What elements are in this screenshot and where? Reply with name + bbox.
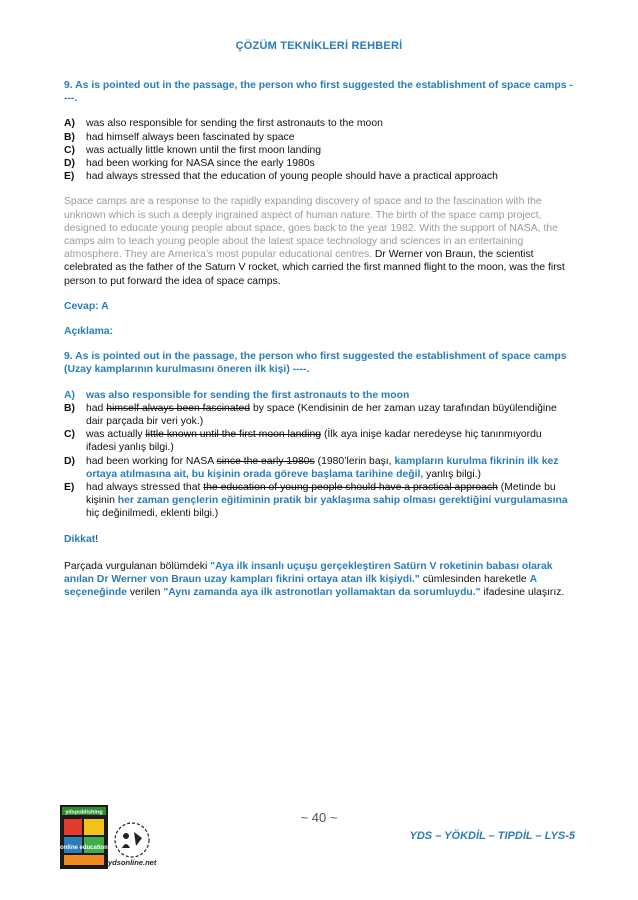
explanation-question-title: 9. As is pointed out in the passage, the person who first suggested the establishment of space camps (Uzay kamplarının kurulmasını öneren ilk kişi) ----.: [64, 351, 567, 376]
logo-subtext: online education: [60, 845, 108, 851]
question-title: 9. As is pointed out in the passage, the person who first suggested the establishment of space camps ----.: [64, 80, 573, 105]
exam-series: YDS – YÖKDİL – TIPDİL – LYS-5: [409, 830, 575, 842]
option-text: had always stressed that the education of young people should have a practical approach: [86, 171, 498, 183]
option-letter: B): [64, 402, 75, 414]
option-letter: B): [64, 131, 75, 143]
text-segment: Parçada vurgulanan bölümdeki: [64, 560, 211, 572]
closing-paragraph: [64, 560, 574, 600]
passage-text: Space camps are a response to the rapidly expanding discovery of space and to the fascination with the unknown which is such a deeply ingrained aspect of human nature. The birth of the space camp project, designed to educate young people about space, goes back to the year 1982. With the support of NASA, the camps aim to teach young people about the latest space technology and sciences in an entertaining atmosphere. They are America’s most popular educational centres.: [64, 196, 558, 261]
dikkat-mark: !: [95, 533, 99, 545]
option-text: was actually little known until the first moon landing: [86, 144, 322, 156]
text-segment: (İlk aya inişe kadar neredeyse hiç tanınmıyordu ifadesi yanlış bilgi.): [86, 429, 542, 454]
text-segment: (Metinde bu kişinin: [86, 482, 556, 507]
explanation-option-c: [64, 428, 574, 454]
explanation-option-b: [64, 402, 574, 428]
text-segment: cümlesinden hareketle: [419, 574, 530, 586]
text-segment: ifadesine ulaşırız.: [480, 587, 565, 599]
strikethrough-text: himself always been fascinated: [106, 402, 251, 414]
strikethrough-text: the education of young people should have a practical approach: [203, 482, 498, 494]
question-options: [64, 117, 574, 183]
option-text: was also responsible for sending the first astronauts to the moon: [86, 389, 410, 401]
answer-label: Cevap: A: [64, 300, 109, 312]
text-segment: had been working for NASA: [86, 455, 217, 467]
option-a: [64, 117, 574, 130]
logo-text: ydspublishing: [65, 809, 103, 816]
option-b: [64, 131, 574, 144]
text-segment: was actually: [86, 429, 146, 441]
strikethrough-text: little known until the first moon landing: [145, 429, 322, 441]
explanation-option-a: [64, 389, 574, 402]
option-letter: D): [64, 455, 75, 467]
quoted-sentence: "Aya ilk insanlı uçuşu gerçekleştiren Satürn V roketinin babası olarak anılan Dr Werner von Braun uzay kampları fikrini ortaya atan ilk kişiydi.": [64, 560, 553, 586]
content-area: [64, 79, 574, 600]
option-text: [86, 428, 574, 454]
option-letter: C): [64, 144, 75, 156]
quoted-option: "Aynı zamanda aya ilk astronotları yollamaktan da sorumluydu.": [163, 587, 481, 599]
text-segment: verilen: [126, 587, 164, 599]
explanation-option-e: [64, 481, 574, 521]
option-text: [86, 402, 574, 428]
page-header-title: ÇÖZÜM TEKNİKLERİ REHBERİ: [235, 40, 403, 52]
highlighted-text: her zaman gençlerin eğitiminin pratik bir yaklaşıma sahip olması gerektiğini vurgulamasına: [117, 495, 568, 507]
option-letter: E): [64, 171, 75, 183]
explanation-label: Açıklama:: [64, 326, 114, 338]
option-e: [64, 170, 574, 183]
page-number: ~ 40 ~: [300, 810, 338, 825]
option-letter: D): [64, 158, 75, 170]
strikethrough-text: since the early 1980s: [216, 455, 315, 467]
option-letter: C): [64, 429, 75, 441]
text-segment: yanlış bilgi.): [423, 468, 481, 480]
dikkat-word: Dikkat: [64, 533, 96, 545]
text-segment: had: [86, 402, 107, 414]
dikkat-note: [64, 533, 574, 546]
text-segment: had always stressed that: [86, 482, 204, 494]
option-c: [64, 144, 574, 157]
site-caption: ydsonline.net: [108, 858, 157, 867]
option-reference: A seçeneğinde: [64, 574, 537, 599]
option-letter: A): [64, 389, 75, 401]
passage-key-sentence: Dr Werner von Braun, the scientist celebrated as the father of the Saturn V rocket, which carried the first manned flight to the moon, was the first person to put forward the idea of space camps.: [64, 249, 565, 287]
option-text: [86, 455, 574, 481]
option-text: had himself always been fascinated by space: [86, 131, 295, 143]
reading-passage: [64, 195, 574, 287]
text-segment: (1980’lerin başı,: [314, 455, 395, 467]
partner-emblem-icon: [112, 820, 152, 860]
option-letter: A): [64, 118, 75, 130]
explanation-option-d: [64, 455, 574, 481]
option-letter: E): [64, 482, 75, 494]
option-text: had been working for NASA since the early 1980s: [86, 158, 315, 170]
explanation-options: [64, 389, 574, 521]
option-text: [86, 481, 574, 521]
option-d: [64, 157, 574, 170]
highlighted-text: kampların kurulma fikrinin ilk kez ortaya atılmasına ait, bu kişinin orada göreve başlama tarihine değil,: [86, 455, 559, 480]
text-segment: hiç değinilmedi, eklenti bilgi.): [86, 508, 219, 520]
option-text: was also responsible for sending the first astronauts to the moon: [86, 118, 383, 130]
text-segment: by space (Kendisinin de her zaman uzay tarafından büyülendiğine dair parçada bir veri yok.): [86, 402, 557, 428]
